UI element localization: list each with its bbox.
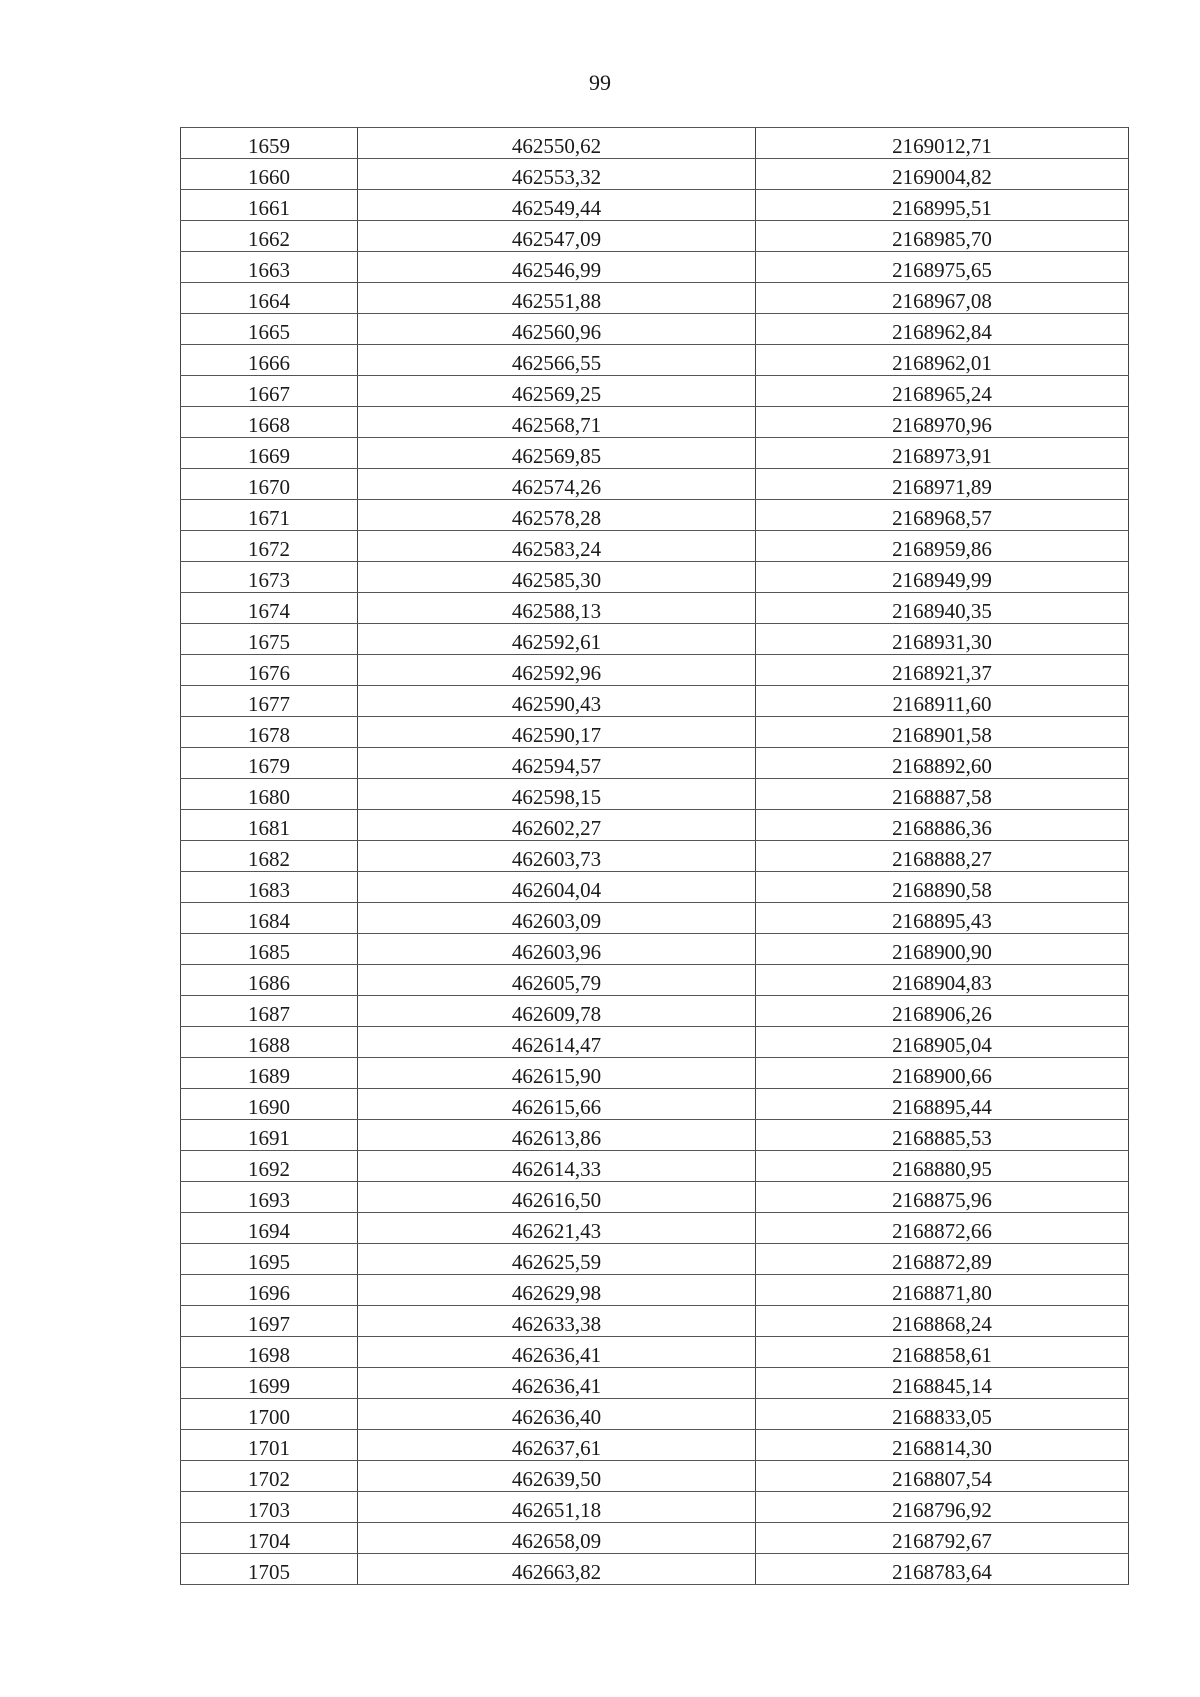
x-coordinate-cell: 462583,24	[358, 531, 756, 562]
x-coordinate-cell: 462550,62	[358, 128, 756, 159]
point-number-cell: 1698	[181, 1337, 358, 1368]
y-coordinate-cell: 2168967,08	[756, 283, 1129, 314]
point-number-cell: 1689	[181, 1058, 358, 1089]
point-number-cell: 1662	[181, 221, 358, 252]
point-number-cell: 1677	[181, 686, 358, 717]
y-coordinate-cell: 2168921,37	[756, 655, 1129, 686]
y-coordinate-cell: 2168871,80	[756, 1275, 1129, 1306]
point-number-cell: 1659	[181, 128, 358, 159]
point-number-cell: 1686	[181, 965, 358, 996]
point-number-cell: 1690	[181, 1089, 358, 1120]
x-coordinate-cell: 462629,98	[358, 1275, 756, 1306]
table-row	[181, 1368, 1129, 1399]
y-coordinate-cell: 2168973,91	[756, 438, 1129, 469]
y-coordinate-cell: 2168959,86	[756, 531, 1129, 562]
x-coordinate-cell: 462551,88	[358, 283, 756, 314]
x-coordinate-cell: 462585,30	[358, 562, 756, 593]
table-row	[181, 562, 1129, 593]
table-row	[181, 655, 1129, 686]
y-coordinate-cell: 2168783,64	[756, 1554, 1129, 1585]
x-coordinate-cell: 462603,96	[358, 934, 756, 965]
x-coordinate-cell: 462602,27	[358, 810, 756, 841]
y-coordinate-cell: 2168880,95	[756, 1151, 1129, 1182]
table-row	[181, 1089, 1129, 1120]
table-row	[181, 593, 1129, 624]
table-row	[181, 283, 1129, 314]
x-coordinate-cell: 462658,09	[358, 1523, 756, 1554]
table-row	[181, 624, 1129, 655]
point-number-cell: 1664	[181, 283, 358, 314]
coordinates-table-body	[181, 128, 1129, 1585]
point-number-cell: 1670	[181, 469, 358, 500]
table-row	[181, 1058, 1129, 1089]
x-coordinate-cell: 462609,78	[358, 996, 756, 1027]
x-coordinate-cell: 462594,57	[358, 748, 756, 779]
x-coordinate-cell: 462590,43	[358, 686, 756, 717]
point-number-cell: 1699	[181, 1368, 358, 1399]
point-number-cell: 1661	[181, 190, 358, 221]
table-row	[181, 500, 1129, 531]
x-coordinate-cell: 462663,82	[358, 1554, 756, 1585]
point-number-cell: 1684	[181, 903, 358, 934]
y-coordinate-cell: 2168868,24	[756, 1306, 1129, 1337]
y-coordinate-cell: 2168968,57	[756, 500, 1129, 531]
y-coordinate-cell: 2168872,89	[756, 1244, 1129, 1275]
point-number-cell: 1700	[181, 1399, 358, 1430]
x-coordinate-cell: 462615,66	[358, 1089, 756, 1120]
point-number-cell: 1703	[181, 1492, 358, 1523]
table-row	[181, 469, 1129, 500]
y-coordinate-cell: 2168931,30	[756, 624, 1129, 655]
y-coordinate-cell: 2168985,70	[756, 221, 1129, 252]
x-coordinate-cell: 462546,99	[358, 252, 756, 283]
point-number-cell: 1660	[181, 159, 358, 190]
y-coordinate-cell: 2168901,58	[756, 717, 1129, 748]
y-coordinate-cell: 2168906,26	[756, 996, 1129, 1027]
point-number-cell: 1671	[181, 500, 358, 531]
x-coordinate-cell: 462625,59	[358, 1244, 756, 1275]
table-row	[181, 1120, 1129, 1151]
x-coordinate-cell: 462568,71	[358, 407, 756, 438]
x-coordinate-cell: 462636,40	[358, 1399, 756, 1430]
x-coordinate-cell: 462636,41	[358, 1368, 756, 1399]
point-number-cell: 1687	[181, 996, 358, 1027]
table-row	[181, 1213, 1129, 1244]
y-coordinate-cell: 2168995,51	[756, 190, 1129, 221]
point-number-cell: 1680	[181, 779, 358, 810]
x-coordinate-cell: 462616,50	[358, 1182, 756, 1213]
point-number-cell: 1688	[181, 1027, 358, 1058]
point-number-cell: 1669	[181, 438, 358, 469]
table-row	[181, 190, 1129, 221]
x-coordinate-cell: 462574,26	[358, 469, 756, 500]
table-row	[181, 1523, 1129, 1554]
x-coordinate-cell: 462566,55	[358, 345, 756, 376]
point-number-cell: 1682	[181, 841, 358, 872]
y-coordinate-cell: 2168900,66	[756, 1058, 1129, 1089]
x-coordinate-cell: 462553,32	[358, 159, 756, 190]
point-number-cell: 1704	[181, 1523, 358, 1554]
table-row	[181, 810, 1129, 841]
x-coordinate-cell: 462560,96	[358, 314, 756, 345]
table-row	[181, 376, 1129, 407]
y-coordinate-cell: 2168875,96	[756, 1182, 1129, 1213]
x-coordinate-cell: 462614,33	[358, 1151, 756, 1182]
point-number-cell: 1667	[181, 376, 358, 407]
point-number-cell: 1701	[181, 1430, 358, 1461]
table-row	[181, 779, 1129, 810]
y-coordinate-cell: 2168858,61	[756, 1337, 1129, 1368]
table-row	[181, 1182, 1129, 1213]
y-coordinate-cell: 2168911,60	[756, 686, 1129, 717]
table-row	[181, 872, 1129, 903]
point-number-cell: 1672	[181, 531, 358, 562]
point-number-cell: 1695	[181, 1244, 358, 1275]
y-coordinate-cell: 2168905,04	[756, 1027, 1129, 1058]
table-row	[181, 717, 1129, 748]
y-coordinate-cell: 2168888,27	[756, 841, 1129, 872]
x-coordinate-cell: 462578,28	[358, 500, 756, 531]
table-row	[181, 159, 1129, 190]
point-number-cell: 1705	[181, 1554, 358, 1585]
table-row	[181, 748, 1129, 779]
point-number-cell: 1681	[181, 810, 358, 841]
x-coordinate-cell: 462639,50	[358, 1461, 756, 1492]
point-number-cell: 1693	[181, 1182, 358, 1213]
point-number-cell: 1674	[181, 593, 358, 624]
table-row	[181, 903, 1129, 934]
table-row	[181, 965, 1129, 996]
y-coordinate-cell: 2168965,24	[756, 376, 1129, 407]
table-row	[181, 1399, 1129, 1430]
x-coordinate-cell: 462598,15	[358, 779, 756, 810]
x-coordinate-cell: 462569,85	[358, 438, 756, 469]
x-coordinate-cell: 462633,38	[358, 1306, 756, 1337]
y-coordinate-cell: 2168885,53	[756, 1120, 1129, 1151]
y-coordinate-cell: 2168792,67	[756, 1523, 1129, 1554]
table-row	[181, 1275, 1129, 1306]
x-coordinate-cell: 462588,13	[358, 593, 756, 624]
x-coordinate-cell: 462636,41	[358, 1337, 756, 1368]
x-coordinate-cell: 462621,43	[358, 1213, 756, 1244]
point-number-cell: 1697	[181, 1306, 358, 1337]
point-number-cell: 1663	[181, 252, 358, 283]
table-row	[181, 1492, 1129, 1523]
table-row	[181, 1430, 1129, 1461]
y-coordinate-cell: 2168892,60	[756, 748, 1129, 779]
y-coordinate-cell: 2168975,65	[756, 252, 1129, 283]
point-number-cell: 1702	[181, 1461, 358, 1492]
x-coordinate-cell: 462547,09	[358, 221, 756, 252]
page-number: 99	[589, 70, 611, 95]
y-coordinate-cell: 2168900,90	[756, 934, 1129, 965]
table-row	[181, 1244, 1129, 1275]
y-coordinate-cell: 2168796,92	[756, 1492, 1129, 1523]
table-row	[181, 531, 1129, 562]
y-coordinate-cell: 2168962,84	[756, 314, 1129, 345]
point-number-cell: 1676	[181, 655, 358, 686]
y-coordinate-cell: 2168949,99	[756, 562, 1129, 593]
table-row	[181, 252, 1129, 283]
x-coordinate-cell: 462569,25	[358, 376, 756, 407]
point-number-cell: 1675	[181, 624, 358, 655]
point-number-cell: 1666	[181, 345, 358, 376]
table-row	[181, 996, 1129, 1027]
point-number-cell: 1692	[181, 1151, 358, 1182]
y-coordinate-cell: 2168890,58	[756, 872, 1129, 903]
point-number-cell: 1691	[181, 1120, 358, 1151]
table-row	[181, 128, 1129, 159]
x-coordinate-cell: 462592,61	[358, 624, 756, 655]
table-row	[181, 841, 1129, 872]
point-number-cell: 1685	[181, 934, 358, 965]
x-coordinate-cell: 462613,86	[358, 1120, 756, 1151]
x-coordinate-cell: 462604,04	[358, 872, 756, 903]
y-coordinate-cell: 2168970,96	[756, 407, 1129, 438]
y-coordinate-cell: 2168833,05	[756, 1399, 1129, 1430]
x-coordinate-cell: 462615,90	[358, 1058, 756, 1089]
y-coordinate-cell: 2168887,58	[756, 779, 1129, 810]
y-coordinate-cell: 2168962,01	[756, 345, 1129, 376]
table-row	[181, 1554, 1129, 1585]
y-coordinate-cell: 2168814,30	[756, 1430, 1129, 1461]
coordinates-table	[180, 127, 1129, 1585]
table-row	[181, 407, 1129, 438]
y-coordinate-cell: 2169012,71	[756, 128, 1129, 159]
x-coordinate-cell: 462549,44	[358, 190, 756, 221]
table-row	[181, 314, 1129, 345]
x-coordinate-cell: 462592,96	[358, 655, 756, 686]
x-coordinate-cell: 462637,61	[358, 1430, 756, 1461]
point-number-cell: 1696	[181, 1275, 358, 1306]
table-row	[181, 1306, 1129, 1337]
y-coordinate-cell: 2168971,89	[756, 469, 1129, 500]
table-row	[181, 221, 1129, 252]
point-number-cell: 1683	[181, 872, 358, 903]
x-coordinate-cell: 462605,79	[358, 965, 756, 996]
y-coordinate-cell: 2168886,36	[756, 810, 1129, 841]
table-row	[181, 1027, 1129, 1058]
x-coordinate-cell: 462651,18	[358, 1492, 756, 1523]
table-row	[181, 345, 1129, 376]
table-row	[181, 686, 1129, 717]
y-coordinate-cell: 2168845,14	[756, 1368, 1129, 1399]
point-number-cell: 1679	[181, 748, 358, 779]
x-coordinate-cell: 462614,47	[358, 1027, 756, 1058]
point-number-cell: 1694	[181, 1213, 358, 1244]
y-coordinate-cell: 2168940,35	[756, 593, 1129, 624]
table-row	[181, 934, 1129, 965]
table-row	[181, 438, 1129, 469]
x-coordinate-cell: 462603,73	[358, 841, 756, 872]
point-number-cell: 1678	[181, 717, 358, 748]
table-row	[181, 1151, 1129, 1182]
y-coordinate-cell: 2168895,44	[756, 1089, 1129, 1120]
x-coordinate-cell: 462603,09	[358, 903, 756, 934]
y-coordinate-cell: 2168895,43	[756, 903, 1129, 934]
y-coordinate-cell: 2169004,82	[756, 159, 1129, 190]
table-row	[181, 1461, 1129, 1492]
y-coordinate-cell: 2168904,83	[756, 965, 1129, 996]
point-number-cell: 1668	[181, 407, 358, 438]
y-coordinate-cell: 2168872,66	[756, 1213, 1129, 1244]
y-coordinate-cell: 2168807,54	[756, 1461, 1129, 1492]
point-number-cell: 1665	[181, 314, 358, 345]
x-coordinate-cell: 462590,17	[358, 717, 756, 748]
table-row	[181, 1337, 1129, 1368]
point-number-cell: 1673	[181, 562, 358, 593]
